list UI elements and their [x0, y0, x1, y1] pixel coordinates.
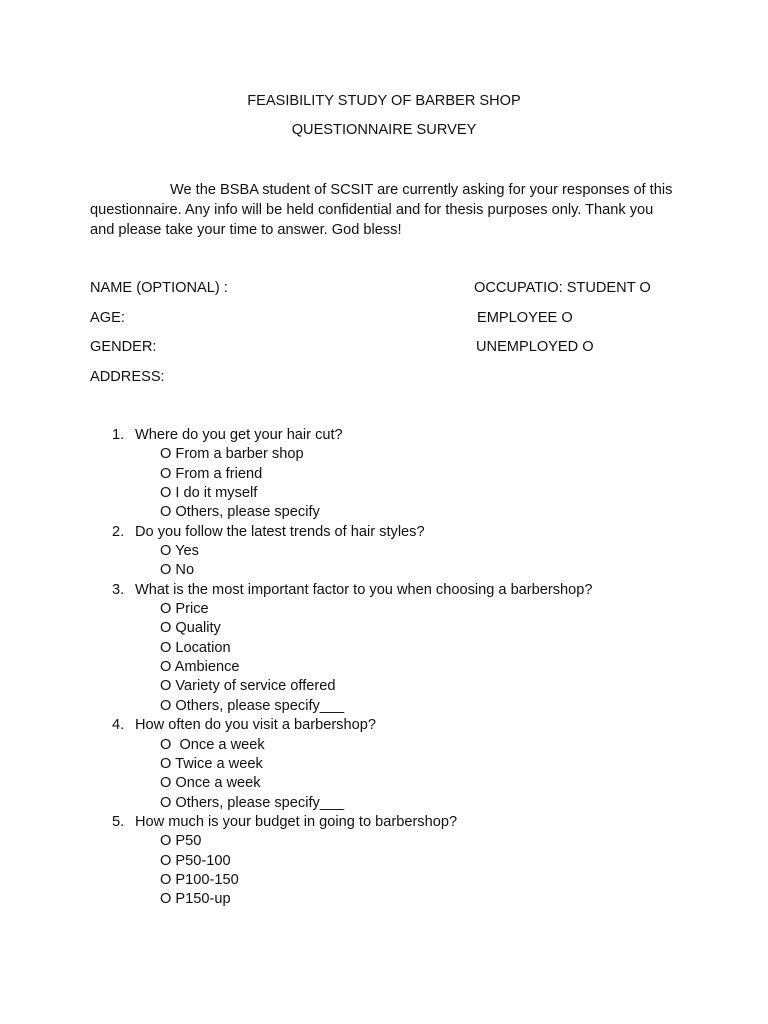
- answer-option: O Ambience: [160, 659, 240, 676]
- question-line: [112, 426, 593, 445]
- answer-option: O Yes: [160, 543, 199, 560]
- question-list: [112, 426, 593, 910]
- address-field-label: ADDRESS:: [90, 369, 165, 385]
- question-line: [112, 813, 593, 832]
- occupation-unemployed-option: UNEMPLOYED O: [476, 339, 594, 355]
- answer-option: O Others, please specify___: [160, 697, 345, 714]
- answer-option: O Others, please specify: [160, 504, 320, 521]
- answer-option: O I do it myself: [160, 485, 258, 502]
- answer-option: O P150-up: [160, 891, 231, 908]
- answer-option: O Variety of service offered: [160, 678, 336, 695]
- answer-option: O Price: [160, 601, 209, 618]
- answer-option: O From a barber shop: [160, 446, 304, 463]
- question-line: [112, 523, 593, 542]
- document-title: FEASIBILITY STUDY OF BARBER SHOP: [247, 93, 521, 109]
- question-text: How much is your budget in going to barbershop?: [135, 813, 458, 830]
- answer-option: O No: [160, 562, 195, 579]
- gender-field-label: GENDER:: [90, 339, 157, 355]
- occupation-employee-option: EMPLOYEE O: [477, 310, 573, 326]
- question-item: [112, 716, 593, 813]
- answer-option: O Once a week: [160, 736, 265, 753]
- answer-option: O Others, please specify___: [160, 794, 345, 811]
- question-number: 2.: [112, 523, 125, 540]
- answer-option: O P100-150: [160, 871, 239, 888]
- question-item: [112, 426, 593, 523]
- question-number: 4.: [112, 717, 125, 734]
- question-text: Do you follow the latest trends of hair styles?: [135, 523, 425, 540]
- question-number: 3.: [112, 581, 125, 598]
- age-field-label: AGE:: [90, 310, 125, 326]
- answer-option: O Location: [160, 639, 231, 656]
- question-item: [112, 523, 593, 581]
- question-item: [112, 813, 593, 910]
- answer-option: O P50-100: [160, 852, 231, 869]
- question-text: What is the most important factor to you when choosing a barbershop?: [135, 581, 593, 598]
- question-number: 1.: [112, 427, 125, 443]
- answer-option: O Quality: [160, 620, 221, 637]
- question-line: [112, 581, 593, 600]
- answer-option: O Once a week: [160, 775, 261, 792]
- answer-option: O Twice a week: [160, 755, 263, 772]
- question-text: Where do you get your hair cut?: [135, 427, 343, 443]
- question-text: How often do you visit a barbershop?: [135, 717, 376, 734]
- answer-option: O From a friend: [160, 465, 263, 482]
- occupation-student-option: OCCUPATIO: STUDENT O: [474, 280, 651, 296]
- question-number: 5.: [112, 813, 125, 830]
- answer-option: O P50: [160, 833, 202, 850]
- intro-paragraph: We the BSBA student of SCSIT are currently asking for your responses of this questionnaire. Any info will be held confidential and for thesis purposes only. Thank you and please take your time to answer. God bless!: [90, 182, 673, 238]
- question-item: [112, 581, 593, 716]
- question-line: [112, 716, 593, 735]
- document-subtitle: QUESTIONNAIRE SURVEY: [291, 122, 477, 138]
- name-field-label: NAME (OPTIONAL) :: [90, 280, 228, 296]
